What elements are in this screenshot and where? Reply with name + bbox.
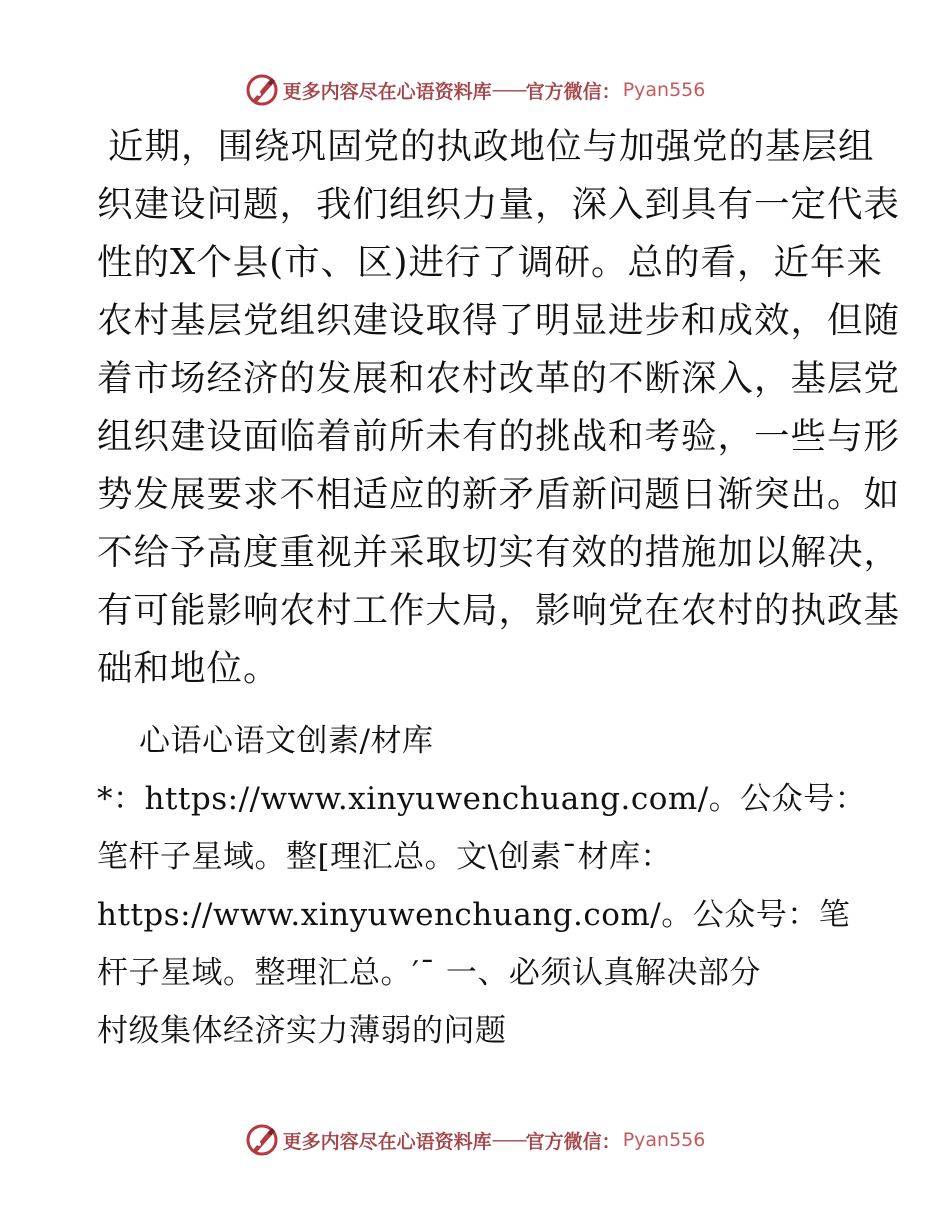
footer-watermark — [0, 1120, 950, 1160]
paragraph-1-line: 近期，围绕巩固党的执政地位与加强党的基层组 — [108, 126, 875, 167]
paragraph-2-line: 杆子星域。整理汇总。′¯ 一、必须认真解决部分 — [97, 955, 761, 991]
paragraph-1-line: 势发展要求不相适应的新矛盾新问题日渐突出。如 — [97, 474, 901, 515]
paragraph-2-line: https://www.xinyuwenchuang.com/。公众号：笔 — [97, 897, 851, 933]
pen-logo-icon — [245, 73, 279, 107]
watermark-dash: —— — [491, 79, 526, 101]
paragraph-1-line: 组织建设面临着前所未有的挑战和考验，一些与形 — [97, 416, 901, 457]
paragraph-1-line: 着市场经济的发展和农村改革的不断深入，基层党 — [97, 358, 901, 399]
paragraph-1-line: 农村基层党组织建设取得了明显进步和成效，但随 — [97, 300, 901, 341]
paragraph-1-line: 不给予高度重视并采取切实有效的措施加以解决， — [97, 532, 901, 573]
wechat-label: 官方微信： — [525, 80, 621, 103]
paragraph-2 — [97, 712, 866, 1060]
watermark-dash: —— — [491, 1129, 526, 1151]
paragraph-2-line: 心语心语文创素/材库 — [139, 723, 434, 759]
pen-logo-icon — [245, 1123, 279, 1157]
paragraph-2-line: 村级集体经济实力薄弱的问题 — [97, 1013, 507, 1049]
wechat-id: Pyan556 — [622, 79, 706, 101]
watermark-text: 更多内容尽在心语资料库 — [282, 80, 492, 103]
watermark-text: 更多内容尽在心语资料库 — [282, 1130, 492, 1153]
paragraph-2-line: 笔杆子星域。整[理汇总。文\创素¯材库： — [97, 839, 673, 875]
paragraph-1-line: 织建设问题，我们组织力量，深入到具有一定代表 — [97, 184, 901, 225]
header-watermark — [0, 70, 950, 110]
paragraph-1-line: 础和地位。 — [97, 648, 280, 689]
wechat-id: Pyan556 — [622, 1129, 706, 1151]
paragraph-2-line: *：https://www.xinyuwenchuang.com/。公众号： — [97, 781, 867, 817]
wechat-label: 官方微信： — [525, 1130, 621, 1153]
paragraph-1-line: 有可能影响农村工作大局，影响党在农村的执政基 — [97, 590, 901, 631]
paragraph-1-line: 性的X个县(市、区)进行了调研。总的看，近年来 — [97, 242, 883, 283]
